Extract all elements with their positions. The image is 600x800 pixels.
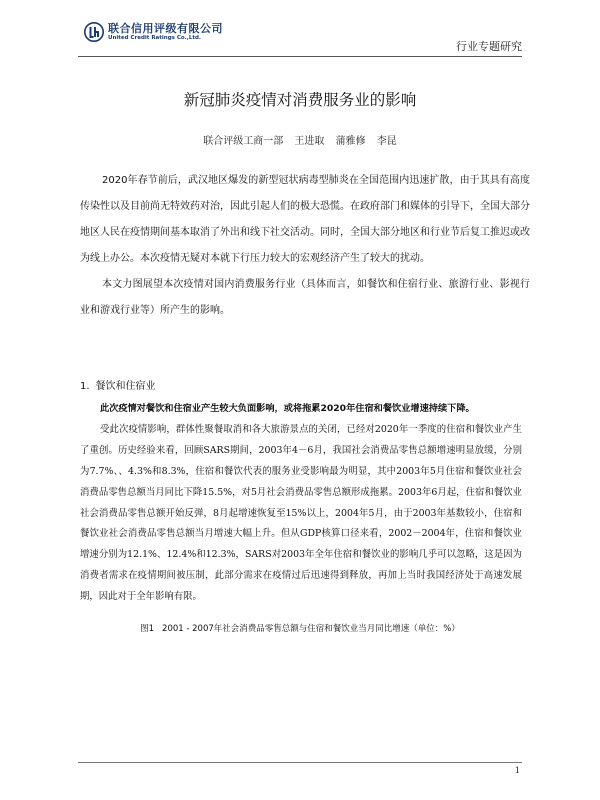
- company-logo-icon: [84, 22, 104, 42]
- section-heading: [80, 377, 162, 392]
- page-title: 新冠肺炎疫情对消费服务业的影响: [183, 91, 417, 109]
- figure-caption-text: 2001 - 2007年社会消费品零售总额与住宿和餐饮业当月同比增速（单位：%）: [162, 624, 460, 634]
- report-type-label: 行业专题研究: [456, 40, 522, 53]
- figure-label: 图1: [140, 624, 155, 634]
- header-divider: [78, 56, 522, 57]
- page-header: [0, 0, 600, 62]
- author-line: [0, 132, 600, 147]
- abstract-paragraph: 2020年春节前后，武汉地区爆发的新型冠状病毒型肺炎在全国范围内迅速扩散，由于其具有高度传染性以及目前尚无特效药对治，因此引起人们的极大恐慌。在政府部门和媒体的引导下，全国大部分地区人民在疫情期间基本取消了外出和线下社交活动。同时，全国大部分地区和行业节后复工推迟或改为线上办公。本次疫情无疑对本就下行压力较大的宏观经济产生了较大的扰动。: [80, 175, 530, 264]
- abstract: [80, 168, 530, 324]
- author-name: 李昆: [376, 136, 397, 147]
- body-paragraph: 受此次疫情影响，群体性聚餐取消和各大旅游景点的关闭，已经对2020年一季度的住宿和餐饮业产生了重创。历史经验来看，回顾SARS期间，2003年4－6月，我国社会消费品零售总额增速明显放缓，分别为7.7%、、4.3%和8.3%，住宿和餐饮代表的服务业受影响最为明显，其中2003年5月住宿和餐饮业社会消费品零售总额当月同比下降15.5%，对5月社会消费品零售总额形成拖累。2003年6月起，住宿和餐饮业社会消费品零售总额开始反弹，8月起增速恢复至15%以上，2004年5月，由于2003年基数较小，住宿和餐饮业社会消费品零售总额当月增速大幅上升。但从GDP核算口径来看，2002－2004年，住宿和餐饮业增速分别为12.1%、12.4%和12.3%，SARS对2003年全年住宿和餐饮业的影响几乎可以忽略，这是因为消费者需求在疫情期间被压制，此部分需求在疫情过后迅速得到释放，再加上当时我国经济处于高速发展期，因此对于全年影响有限。: [80, 423, 522, 603]
- footer-divider: [78, 762, 522, 763]
- author-name: 蒲雅修: [335, 136, 366, 147]
- page-number: 1: [514, 766, 520, 775]
- section-body: [80, 399, 522, 608]
- company-name-en: United Credit Ratings Co.,Ltd.: [108, 35, 201, 41]
- section-number: 1.: [80, 381, 90, 392]
- figure-caption: [0, 622, 600, 634]
- author-name: 王进取: [294, 136, 325, 147]
- section-title: 餐饮和住宿业: [95, 381, 156, 392]
- author-department: 联合评级工商一部: [203, 136, 284, 147]
- abstract-paragraph: 本文力图展望本次疫情对国内消费服务行业（具体而言，如餐饮和住宿行业、旅游行业、影视行业和游戏行业等）所产生的影响。: [80, 279, 530, 316]
- company-name-cn: 联合信用评级有限公司: [108, 22, 223, 35]
- lead-sentence: 此次疫情对餐饮和住宿业产生较大负面影响，或将拖累2020年住宿和餐饮业增速持续下降。: [100, 403, 475, 414]
